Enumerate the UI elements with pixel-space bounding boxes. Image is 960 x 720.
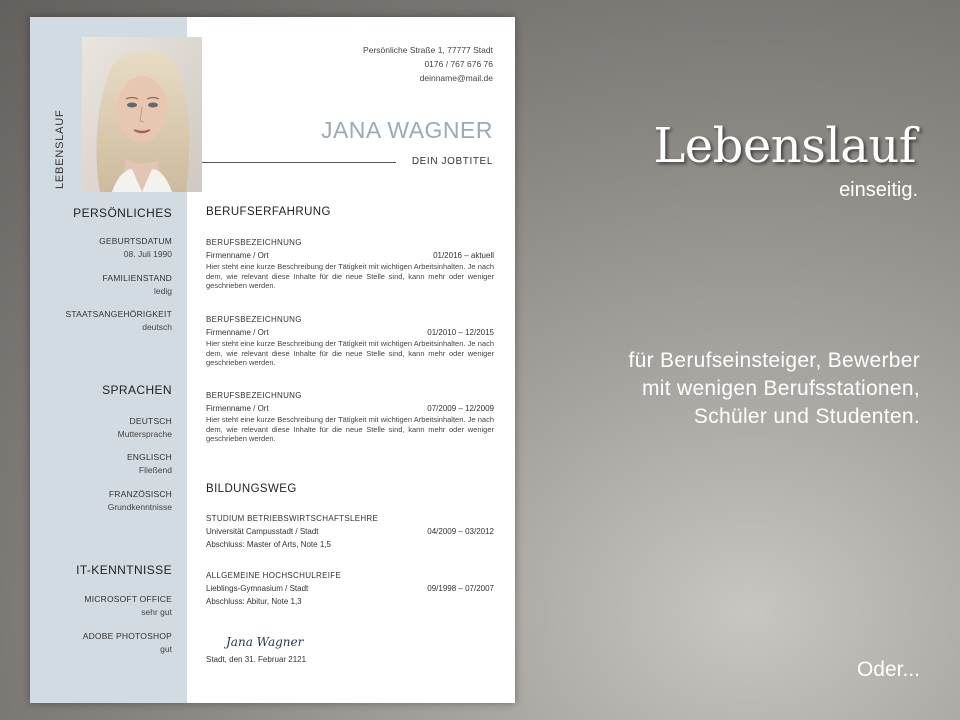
promo-teaser: Oder... [856,658,920,681]
experience-period: 01/2010 – 12/2015 [427,328,494,337]
it-skills-heading: IT-KENNTNISSE [76,563,172,577]
experience-meta [206,404,494,413]
experience-entry [206,315,494,368]
vertical-title: LEBENSLAUF [54,109,66,189]
education-heading: BILDUNGSWEG [206,483,297,495]
education-degree: Abschluss: Master of Arts, Note 1,5 [206,540,331,549]
experience-entry [206,238,494,291]
experience-title: BERUFSBEZEICHNUNG [206,315,302,324]
profile-photo [82,37,202,192]
experience-period: 07/2009 – 12/2009 [427,404,494,413]
it-skill-level: sehr gut [141,607,172,618]
education-degree: Abschluss: Abitur, Note 1,3 [206,597,302,606]
place-date: Stadt, den 31. Februar 2121 [206,655,307,664]
experience-period: 01/2016 – aktuell [433,251,494,260]
resume-page [30,17,515,703]
education-institution: Universität Campusstadt / Stadt [206,527,319,536]
portrait-image [82,37,202,192]
personal-heading: PERSÖNLICHES [73,206,172,220]
it-skill-level: gut [160,644,172,655]
education-meta [206,527,494,536]
education-period: 09/1998 – 07/2007 [427,584,494,593]
contact-email: deinname@mail.de [419,73,493,83]
it-skill-item-photoshop [30,631,172,656]
languages-heading: SPRACHEN [102,383,172,397]
experience-company: Firmenname / Ort [206,404,269,413]
education-title: STUDIUM BETRIEBSWIRTSCHAFTSLEHRE [206,514,379,523]
education-title: ALLGEMEINE HOCHSCHULREIFE [206,571,342,580]
promo-title: Lebenslauf [653,118,916,174]
education-entry [206,571,494,606]
experience-description: Hier steht eine kurze Beschreibung der Tätigkeit mit wichtigen Arbeitsinhalten. Je nach dem, wie relevant diese Inhalte für die neue Stelle sind, kann mehr oder weniger geschrieben werden. [206,262,494,290]
education-entry [206,514,494,549]
language-label: DEUTSCH [129,416,172,426]
language-label: FRANZÖSISCH [108,489,172,499]
language-item-french [30,489,172,514]
personal-value: ledig [154,286,172,297]
education-period: 04/2009 – 03/2012 [427,527,494,536]
experience-title: BERUFSBEZEICHNUNG [206,238,302,247]
it-skill-label: MICROSOFT OFFICE [84,594,172,604]
promo-description-line: für Berufseinsteiger, Bewerber [628,349,920,372]
experience-description: Hier steht eine kurze Beschreibung der Tätigkeit mit wichtigen Arbeitsinhalten. Je nach dem, wie relevant diese Inhalte für die neue Stelle sind, kann mehr oder weniger geschrieben werden. [206,415,494,443]
experience-meta [206,251,494,260]
experience-company: Firmenname / Ort [206,251,269,260]
experience-description: Hier steht eine kurze Beschreibung der Tätigkeit mit wichtigen Arbeitsinhalten. Je nach dem, wie relevant diese Inhalte für die neue Stelle sind, kann mehr oder weniger geschrieben werden. [206,339,494,367]
education-meta [206,584,494,593]
promo-subtitle: einseitig. [839,179,918,201]
signature: Jana Wagner [226,635,304,649]
language-level: Fließend [138,465,172,476]
contact-phone: 0176 / 767 676 76 [424,59,493,69]
promo-description [629,347,920,431]
personal-label: STAATSANGEHÖRIGKEIT [65,309,172,319]
language-level: Muttersprache [117,429,172,440]
name-divider [202,162,396,163]
it-skill-label: ADOBE PHOTOSHOP [82,631,172,641]
language-label: ENGLISCH [126,452,172,462]
education-institution: Lieblings-Gymnasium / Stadt [206,584,309,593]
language-level: Grundkenntnisse [107,502,172,513]
language-item-german [30,416,172,441]
experience-title: BERUFSBEZEICHNUNG [206,391,302,400]
contact-block [363,43,493,85]
language-item-english [30,452,172,477]
promo-description-line: Schüler und Studenten. [693,405,920,428]
personal-label: GEBURTSDATUM [99,236,172,246]
experience-company: Firmenname / Ort [206,328,269,337]
experience-meta [206,328,494,337]
personal-value: 08. Juli 1990 [123,249,172,260]
experience-entry [206,391,494,444]
personal-value: deutsch [142,322,172,333]
job-title: DEIN JOBTITEL [411,156,493,167]
it-skill-item-office [30,594,172,619]
personal-item-marital-status [30,273,172,298]
experience-heading: BERUFSERFAHRUNG [206,206,331,218]
contact-address: Persönliche Straße 1, 77777 Stadt [363,45,493,55]
personal-item-birthdate [30,236,172,261]
personal-label: FAMILIENSTAND [102,273,172,283]
candidate-name: JANA WAGNER [320,117,493,143]
promo-description-line: mit wenigen Berufsstationen, [641,377,920,400]
personal-item-nationality [30,309,172,334]
